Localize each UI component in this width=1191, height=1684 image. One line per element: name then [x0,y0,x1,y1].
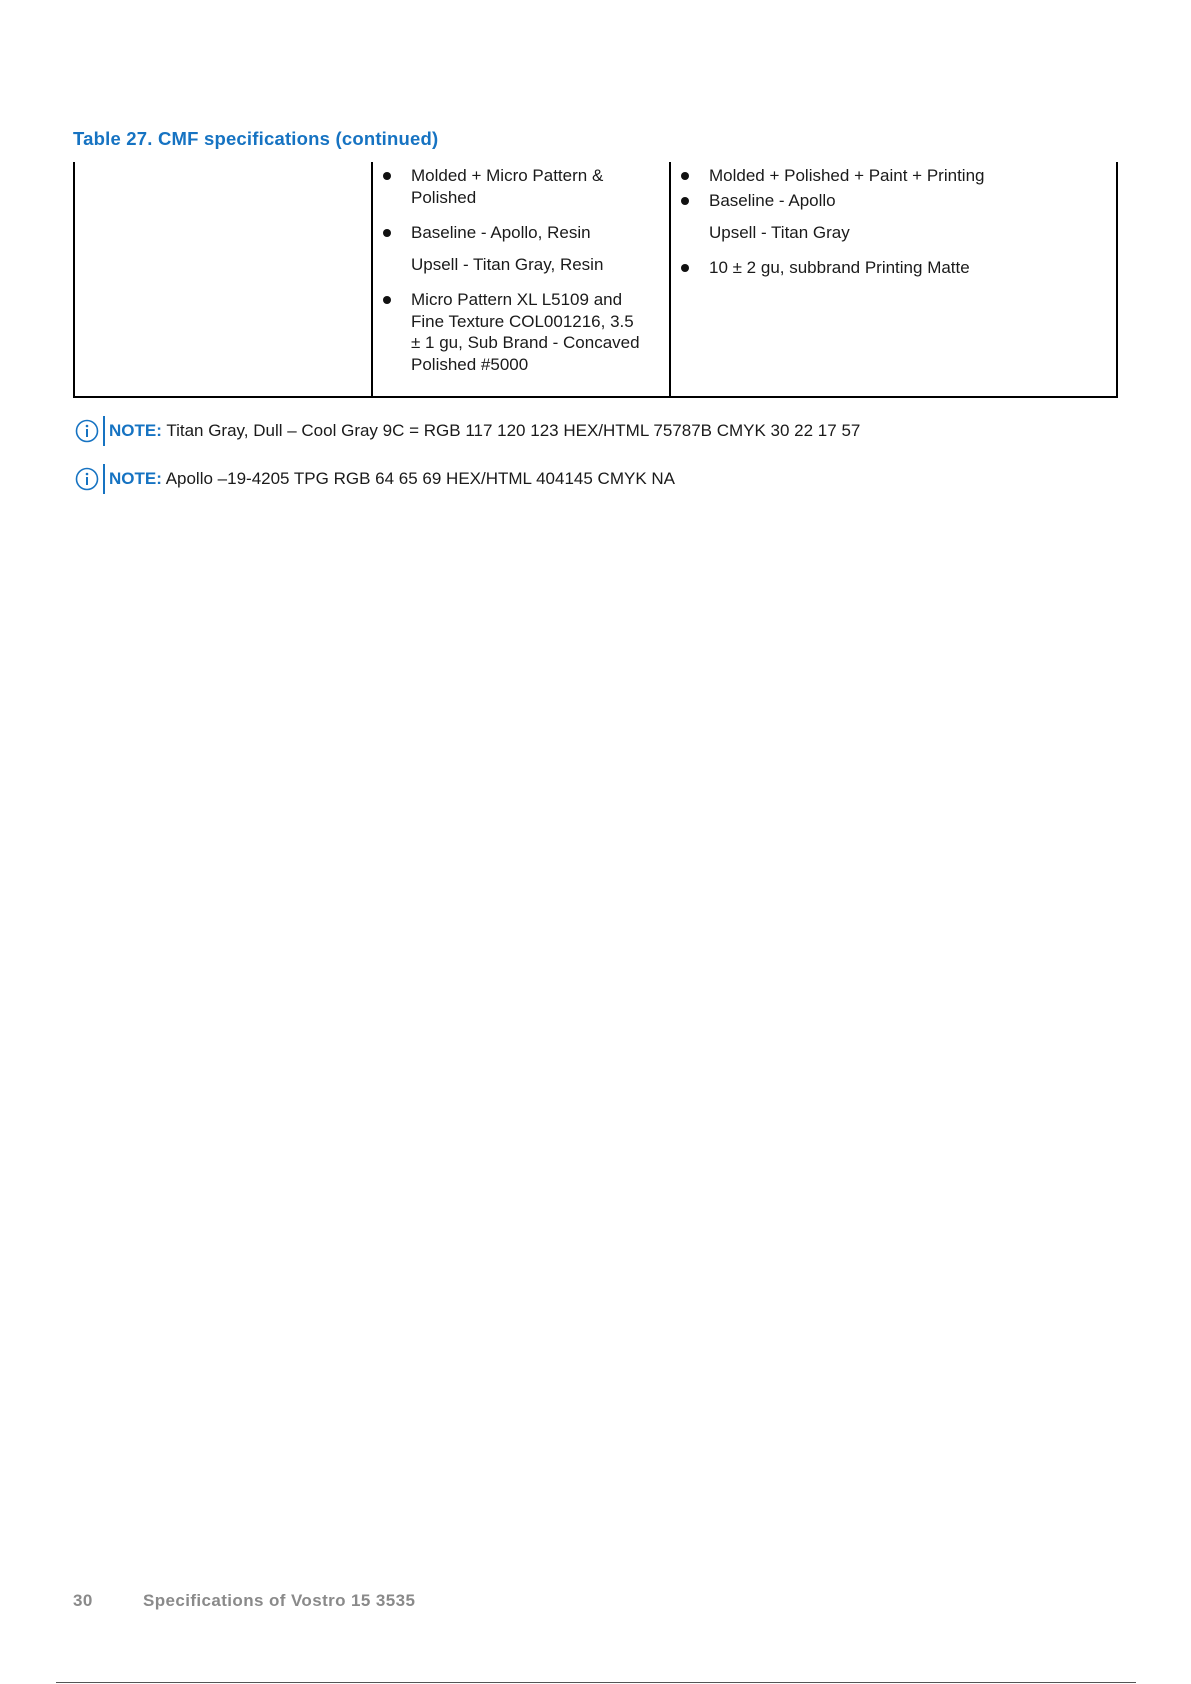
bullet-icon [681,172,689,180]
bullet-icon [383,172,391,180]
list-item [411,289,640,375]
list-item-line: Baseline - Apollo, Resin [411,223,591,242]
bullet-icon [383,229,391,237]
list-item-line: 10 ± 2 gu, subbrand Printing Matte [709,258,970,277]
info-circle-icon [75,467,99,491]
column-divider-2 [669,162,671,396]
bullet-icon [383,296,391,304]
note-divider [103,416,105,446]
list-item [709,165,984,187]
bullet-icon [681,264,689,272]
list-item-line: Upsell - Titan Gray [709,223,850,242]
list-item [709,222,850,244]
list-item-line: Upsell - Titan Gray, Resin [411,255,604,274]
note-text [109,418,860,444]
table-caption: Table 27. CMF specifications (continued) [73,128,439,149]
note-label: NOTE: [109,469,162,488]
note-divider [103,464,105,494]
list-item [411,165,603,208]
list-item-line: Molded + Polished + Paint + Printing [709,166,985,185]
bullet-icon [681,197,689,205]
list-item-line: Molded + Micro Pattern & [411,166,604,185]
list-item-line: Fine Texture COL001216, 3.5 [411,311,634,331]
list-item-line: Micro Pattern XL L5109 and [411,290,623,309]
list-item-line: Polished #5000 [411,354,529,374]
list-item [709,257,970,279]
note-text [109,466,675,492]
list-item-line: Baseline - Apollo [709,191,836,210]
list-item-line: ± 1 gu, Sub Brand - Concaved [411,333,640,352]
note-body: Apollo –19-4205 TPG RGB 64 65 69 HEX/HTML 404145 CMYK NA [165,469,676,488]
list-item [709,190,836,212]
note-label: NOTE: [109,421,162,440]
footer-rule [56,1682,1136,1683]
info-circle-icon [75,419,99,443]
list-item [411,254,603,276]
footer-page-number: 30 [73,1591,93,1610]
cmf-specifications-table [73,162,1118,398]
footer-section-title: Specifications of Vostro 15 3535 [143,1591,416,1610]
list-item [411,222,591,244]
note-body: Titan Gray, Dull – Cool Gray 9C = RGB 117 120 123 HEX/HTML 75787B CMYK 30 22 17 57 [166,421,861,440]
column-divider-1 [371,162,373,396]
list-item-line: Polished [411,187,477,207]
